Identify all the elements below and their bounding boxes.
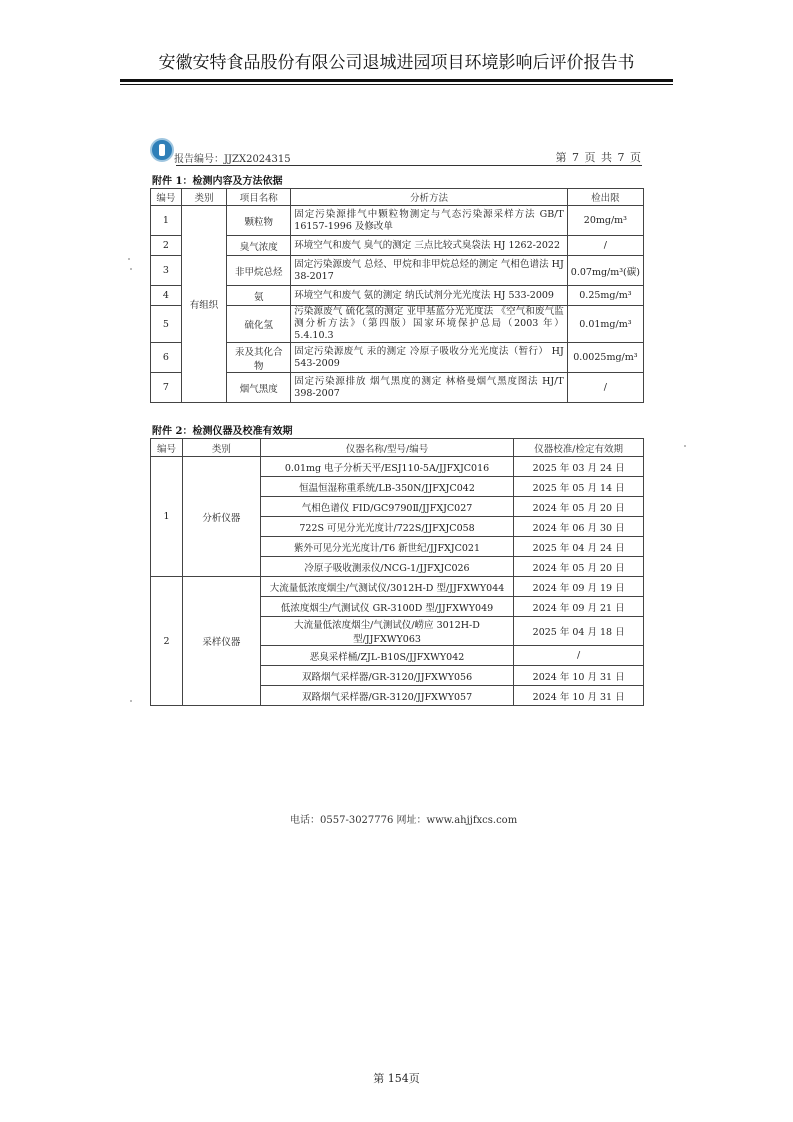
document-header-title: 安徽安特食品股份有限公司退城进园项目环境影响后评价报告书 (158, 53, 635, 73)
row-no: 6 (151, 343, 182, 373)
limit-cell: 0.07mg/m³(碳) (567, 256, 643, 286)
limit-cell: / (567, 236, 643, 256)
instruments-table (150, 438, 644, 706)
col-header-category: 类别 (182, 439, 260, 457)
method-cell: 污染源废气 硫化氢的测定 亚甲基蓝分光光度法 《空气和废气监测分析方法》（第四版）国家环境保护总局（2003 年）5.4.10.3 (291, 306, 568, 343)
validity-date: 2024 年 05 月 20 日 (514, 497, 644, 517)
category-cell: 有组织 (181, 206, 227, 403)
group-no: 2 (151, 577, 183, 706)
scanned-report-page (120, 100, 673, 860)
row-no: 2 (151, 236, 182, 256)
contact-info: 电话：0557-3027776 网址：www.ahjjfxcs.com (290, 815, 518, 826)
validity-date: 2024 年 06 月 30 日 (514, 517, 644, 537)
method-cell: 固定污染源排放 烟气黑度的测定 林格曼烟气黑度图法 HJ/T 398-2007 (291, 373, 568, 403)
method-cell: 固定污染源废气 总烃、甲烷和非甲烷总烃的测定 气相色谱法 HJ 38-2017 (291, 256, 568, 286)
instruments-table-header (151, 439, 644, 457)
col-header-method: 分析方法 (291, 189, 568, 206)
validity-date: / (514, 646, 644, 666)
limit-cell: 0.01mg/m³ (567, 306, 643, 343)
item-name: 硫化氢 (227, 306, 291, 343)
row-no: 4 (151, 286, 182, 306)
validity-date: 2024 年 09 月 21 日 (514, 597, 644, 617)
row-no: 5 (151, 306, 182, 343)
methods-table (150, 188, 644, 403)
scan-speck (128, 258, 130, 260)
instrument-name: 双路烟气采样器/GR-3120/JJFXWY056 (260, 666, 514, 686)
col-header-validity: 仪器校准/检定有效期 (514, 439, 644, 457)
col-header-instrument: 仪器名称/型号/编号 (260, 439, 514, 457)
report-header-bar (150, 138, 642, 168)
instrument-name: 0.01mg 电子分析天平/ESJ110-5A/JJFXJC016 (260, 457, 514, 477)
table-row (151, 577, 644, 597)
item-name: 非甲烷总烃 (227, 256, 291, 286)
scan-speck (684, 445, 686, 447)
validity-date: 2024 年 09 月 19 日 (514, 577, 644, 597)
item-name: 颗粒物 (227, 206, 291, 236)
col-header-category: 类别 (181, 189, 227, 206)
col-header-item: 项目名称 (227, 189, 291, 206)
row-no: 3 (151, 256, 182, 286)
row-no: 7 (151, 373, 182, 403)
report-page-count: 第 7 页 共 7 页 (555, 151, 642, 164)
report-number: 报告编号：JJZX2024315 (174, 154, 291, 165)
validity-date: 2025 年 04 月 24 日 (514, 537, 644, 557)
group-category: 分析仪器 (182, 457, 260, 577)
limit-cell: 0.25mg/m³ (567, 286, 643, 306)
item-name: 汞及其化合物 (227, 343, 291, 373)
page-number: 第 154页 (373, 1072, 420, 1085)
group-category: 采样仪器 (182, 577, 260, 706)
validity-date: 2024 年 10 月 31 日 (514, 686, 644, 706)
method-cell: 环境空气和废气 氨的测定 纳氏试剂分光光度法 HJ 533-2009 (291, 286, 568, 306)
instrument-name: 低浓度烟尘/气测试仪 GR-3100D 型/JJFXWY049 (260, 597, 514, 617)
group-no: 1 (151, 457, 183, 577)
methods-table-header (151, 189, 644, 206)
col-header-no: 编号 (151, 439, 183, 457)
method-cell: 固定污染源排气中颗粒物测定与气态污染源采样方法 GB/T 16157-1996 及修改单 (291, 206, 568, 236)
company-logo-icon (150, 138, 174, 162)
scan-speck (130, 700, 132, 702)
instrument-name: 气相色谱仪 FID/GC9790Ⅱ/JJFXJC027 (260, 497, 514, 517)
limit-cell: 0.0025mg/m³ (567, 343, 643, 373)
appendix1-title: 附件 1：检测内容及方法依据 (152, 176, 283, 187)
scan-speck (130, 268, 132, 270)
appendix2-title: 附件 2：检测仪器及校准有效期 (152, 426, 293, 437)
validity-date: 2024 年 10 月 31 日 (514, 666, 644, 686)
instrument-name: 恒温恒湿称重系统/LB-350N/JJFXJC042 (260, 477, 514, 497)
validity-date: 2025 年 04 月 18 日 (514, 617, 644, 646)
instrument-name: 722S 可见分光光度计/722S/JJFXJC058 (260, 517, 514, 537)
instrument-name: 大流量低浓度烟尘/气测试仪/3012H-D 型/JJFXWY044 (260, 577, 514, 597)
validity-date: 2025 年 05 月 14 日 (514, 477, 644, 497)
col-header-no: 编号 (151, 189, 182, 206)
instrument-name: 紫外可见分光光度计/T6 新世纪/JJFXJC021 (260, 537, 514, 557)
instrument-name: 冷原子吸收测汞仪/NCG-1/JJFXJC026 (260, 557, 514, 577)
header-rule-thin (120, 84, 673, 85)
item-name: 烟气黑度 (227, 373, 291, 403)
method-cell: 固定污染源废气 汞的测定 冷原子吸收分光光度法（暂行） HJ 543-2009 (291, 343, 568, 373)
row-no: 1 (151, 206, 182, 236)
report-header-rule (176, 165, 642, 166)
limit-cell: / (567, 373, 643, 403)
item-name: 臭气浓度 (227, 236, 291, 256)
instrument-name: 恶臭采样桶/ZJL-B10S/JJFXWY042 (260, 646, 514, 666)
method-cell: 环境空气和废气 臭气的测定 三点比较式臭袋法 HJ 1262-2022 (291, 236, 568, 256)
header-rule (120, 79, 673, 82)
col-header-limit: 检出限 (567, 189, 643, 206)
table-row (151, 206, 644, 236)
limit-cell: 20mg/m³ (567, 206, 643, 236)
validity-date: 2025 年 03 月 24 日 (514, 457, 644, 477)
table-row (151, 457, 644, 477)
item-name: 氨 (227, 286, 291, 306)
instrument-name: 双路烟气采样器/GR-3120/JJFXWY057 (260, 686, 514, 706)
validity-date: 2024 年 05 月 20 日 (514, 557, 644, 577)
instrument-name: 大流量低浓度烟尘/气测试仪/崂应 3012H-D 型/JJFXWY063 (260, 617, 514, 646)
